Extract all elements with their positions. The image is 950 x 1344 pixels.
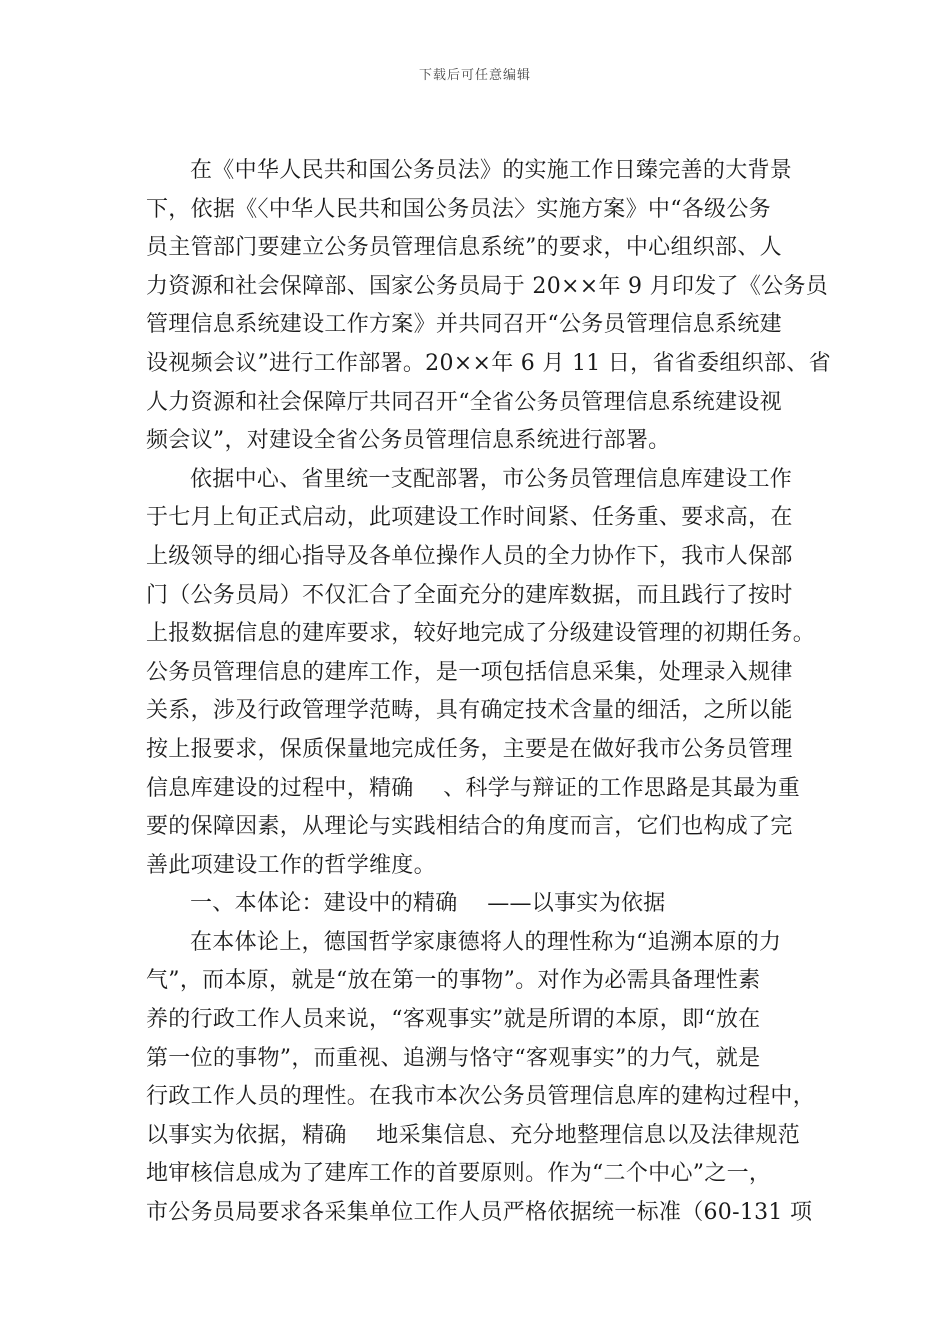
section-heading: 一、本体论：建设中的精确 ——以事实为依据 (190, 891, 666, 917)
document-body (146, 152, 831, 1233)
paragraph-line: 门（公务员局）不仅汇合了全面充分的建库数据，而且践行了按时 (146, 582, 793, 608)
paragraph-line: 在《中华人民共和国公务员法》的实施工作日臻完善的大背景 (190, 158, 793, 183)
paragraph-line: 善此项建设工作的哲学维度。 (146, 852, 436, 878)
paragraph-line: 员主管部门要建立公务员管理信息系统”的要求，中心组织部、人 (146, 235, 782, 261)
paragraph-line: 上报数据信息的建库要求，较好地完成了分级建设管理的初期任务。 (146, 621, 816, 647)
paragraph-line: 气”，而本原，就是“放在第一的事物”。对作为必需具备理性素 (146, 968, 761, 994)
paragraph-line: 于七月上旬正式启动，此项建设工作时间紧、任务重、要求高，在 (146, 505, 793, 531)
paragraph-line: 关系，涉及行政管理学范畴，具有确定技术含量的细活，之所以能 (146, 698, 793, 724)
paragraph-line: 市公务员局要求各采集单位工作人员严格依据统一标准（60-131 项 (146, 1200, 813, 1226)
paragraph-line: 设视频会议”进行工作部署。20××年 6 月 11 日，省省委组织部、省 (146, 350, 831, 376)
paragraph-line: 养的行政工作人员来说，“客观事实”就是所谓的本原，即“放在 (146, 1007, 761, 1033)
paragraph-line: 按上报要求，保质保量地完成任务，主要是在做好我市公务员管理 (146, 736, 793, 762)
paragraph-line: 上级领导的细心指导及各单位操作人员的全力协作下，我市人保部 (146, 543, 793, 569)
page-header-note: 下载后可任意编辑 (418, 68, 531, 83)
paragraph-line: 公务员管理信息的建库工作，是一项包括信息采集，处理录入规律 (146, 659, 793, 685)
paragraph-line: 依据中心、省里统一支配部署，市公务员管理信息库建设工作 (190, 466, 793, 492)
paragraph-line: 行政工作人员的理性。在我市本次公务员管理信息库的建构过程中， (146, 1084, 816, 1110)
paragraph-line: 地审核信息成为了建库工作的首要原则。作为“二个中心”之一， (146, 1161, 772, 1187)
paragraph-line: 以事实为依据，精确 地采集信息、充分地整理信息以及法律规范 (146, 1122, 800, 1148)
paragraph-line: 人力资源和社会保障厅共同召开“全省公务员管理信息系统建设视 (146, 389, 782, 415)
paragraph-line: 管理信息系统建设工作方案》并共同召开“公务员管理信息系统建 (146, 312, 782, 338)
paragraph-line: 第一位的事物”，而重视、追溯与恪守“客观事实”的力气，就是 (146, 1045, 761, 1071)
paragraph-line: 信息库建设的过程中，精确 、科学与辩证的工作思路是其最为重 (146, 775, 800, 801)
paragraph-line: 要的保障因素，从理论与实践相结合的角度而言，它们也构成了完 (146, 814, 793, 840)
paragraph-line: 频会议”，对建设全省公务员管理信息系统进行部署。 (146, 428, 671, 454)
paragraph-line: 在本体论上，德国哲学家康德将人的理性称为“追溯本原的力 (190, 929, 782, 955)
paragraph-line: 力资源和社会保障部、国家公务员局于 20××年 9 月印发了《公务员 (146, 273, 829, 299)
paragraph-line: 下，依据《〈中华人民共和国公务员法〉实施方案》中“各级公务 (146, 196, 771, 222)
